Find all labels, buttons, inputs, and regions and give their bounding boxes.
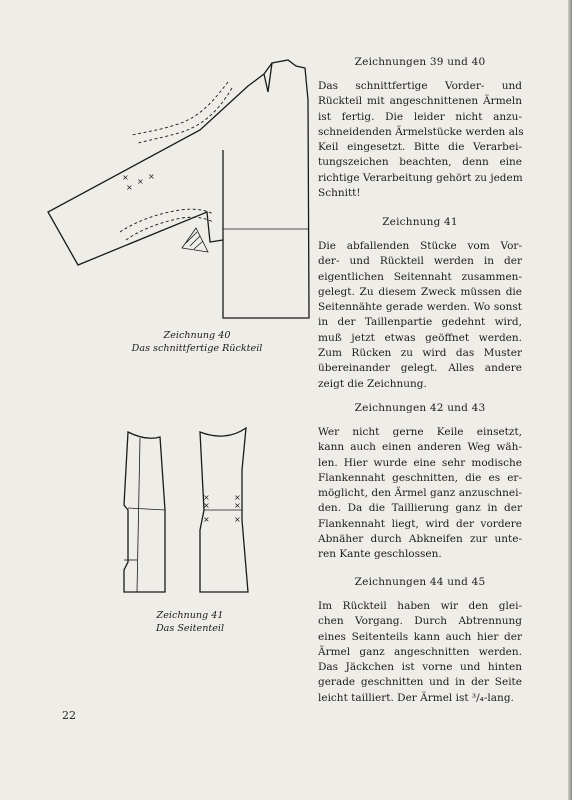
text-line: gerade geschnitten und in der Seite (318, 676, 522, 689)
text-line: eigentlichen Seitennaht zusammen- (318, 270, 522, 283)
text-line: Im Rückteil haben wir den glei- (318, 600, 522, 612)
fig40-gusset-upper-2 (138, 88, 232, 143)
fig41-left-waist (128, 508, 165, 510)
fig41-crosses-left: × (203, 493, 210, 502)
figure-41-subtitle: Das Seitenteil (155, 623, 225, 634)
text-line: möglicht, den Ärmel ganz anzuschnei- (318, 487, 522, 500)
fig41-left-inner-line (137, 438, 140, 592)
text-line: Flankennaht geschnitten, die es er- (318, 471, 522, 484)
text-line: Seitennähte gerade werden. Wo sonst (318, 301, 522, 314)
section-2-body (318, 239, 522, 392)
text-line: richtige Verarbeitung gehört zu jedem (318, 171, 523, 184)
text-line: ren Kante geschlossen. (318, 548, 442, 561)
fig40-gusset-upper-1 (132, 82, 228, 135)
fig41-crosses-left-2: × (203, 501, 210, 510)
figure-41-caption (130, 609, 250, 635)
fig41-crosses-right-3: × (234, 515, 241, 524)
figure-41-title: Zeichnung 41 (156, 610, 224, 621)
text-line: len. Hier wurde eine sehr modische (318, 456, 522, 469)
fig40-cross-1: × (126, 183, 133, 192)
section-1-heading: Zeichnungen 39 und 40 (354, 56, 486, 68)
text-line: Das Jäckchen ist vorne und hinten (318, 661, 522, 674)
text-line: Das schnittfertige Vorder- und (318, 80, 522, 92)
section-3-heading: Zeichnungen 42 und 43 (354, 402, 486, 414)
text-line: Die abfallenden Stücke vom Vor- (318, 240, 522, 252)
section-4-heading: Zeichnungen 44 und 45 (354, 576, 486, 588)
text-line: zeigt die Zeichnung. (318, 377, 427, 390)
section-4-body (318, 599, 522, 706)
fig40-neck-notch (264, 63, 272, 92)
fig40-cross-3: × (148, 172, 155, 181)
fig41-crosses-right: × (234, 493, 241, 502)
text-line: muß jetzt etwas geöffnet werden. (318, 331, 522, 344)
figure-40-title: Zeichnung 40 (163, 330, 231, 341)
section-2-heading: Zeichnung 41 (382, 216, 458, 228)
fig40-gusset-hatch-2 (194, 241, 203, 249)
text-line: Abnäher durch Abkneifen zur unte- (318, 533, 522, 546)
fig40-gusset-hatch-3 (186, 232, 197, 243)
text-line: ist fertig. Die leider nicht anzu- (318, 110, 522, 123)
text-line: Rückteil mit angeschnittenen Ärmeln (318, 95, 522, 108)
text-line: Zum Rücken zu wird das Muster (318, 347, 522, 360)
text-line: den. Da die Taillierung ganz in der (318, 502, 522, 515)
text-line: der- und Rückteil werden in der (318, 255, 522, 268)
text-line: leicht tailliert. Der Ärmel ist ³/₄-lang. (318, 691, 514, 704)
text-line: Flankennaht liegt, wird der vordere (318, 517, 522, 530)
fig41-left-piece (124, 432, 165, 592)
fig40-outline (48, 60, 309, 318)
fig40-cross-4: × (122, 173, 129, 182)
text-line: Keil eingesetzt. Bitte die Verarbei- (318, 141, 522, 154)
text-line: übereinander gelegt. Alles andere (318, 362, 522, 375)
text-line: kann auch einen anderen Weg wäh- (318, 441, 522, 454)
figure-40-caption (122, 329, 272, 355)
fig40-cross-2: × (137, 177, 144, 186)
fig41-crosses-left-3: × (203, 515, 210, 524)
text-line: Ärmel ganz angeschnitten werden. (318, 645, 522, 658)
text-line: Wer nicht gerne Keile einsetzt, (318, 426, 522, 438)
fig41-crosses-right-2: × (234, 501, 241, 510)
text-line: schneidenden Ärmelstücke werden als (318, 125, 524, 138)
section-1-body (318, 79, 522, 201)
figure-40-subtitle: Das schnittfertige Rückteil (131, 343, 263, 354)
text-line: chen Vorgang. Durch Abtrennung (318, 615, 522, 628)
text-line: gelegt. Zu diesem Zweck müssen die (318, 285, 522, 298)
text-line: Schnitt! (318, 187, 361, 200)
page-number: 22 (62, 709, 76, 722)
section-3-body (318, 425, 522, 563)
text-line: eines Seitenteils kann auch hier der (318, 630, 522, 643)
text-line: in der Taillenpartie gedehnt wird, (318, 316, 522, 329)
text-line: tungszeichen beachten, denn eine (318, 156, 522, 169)
